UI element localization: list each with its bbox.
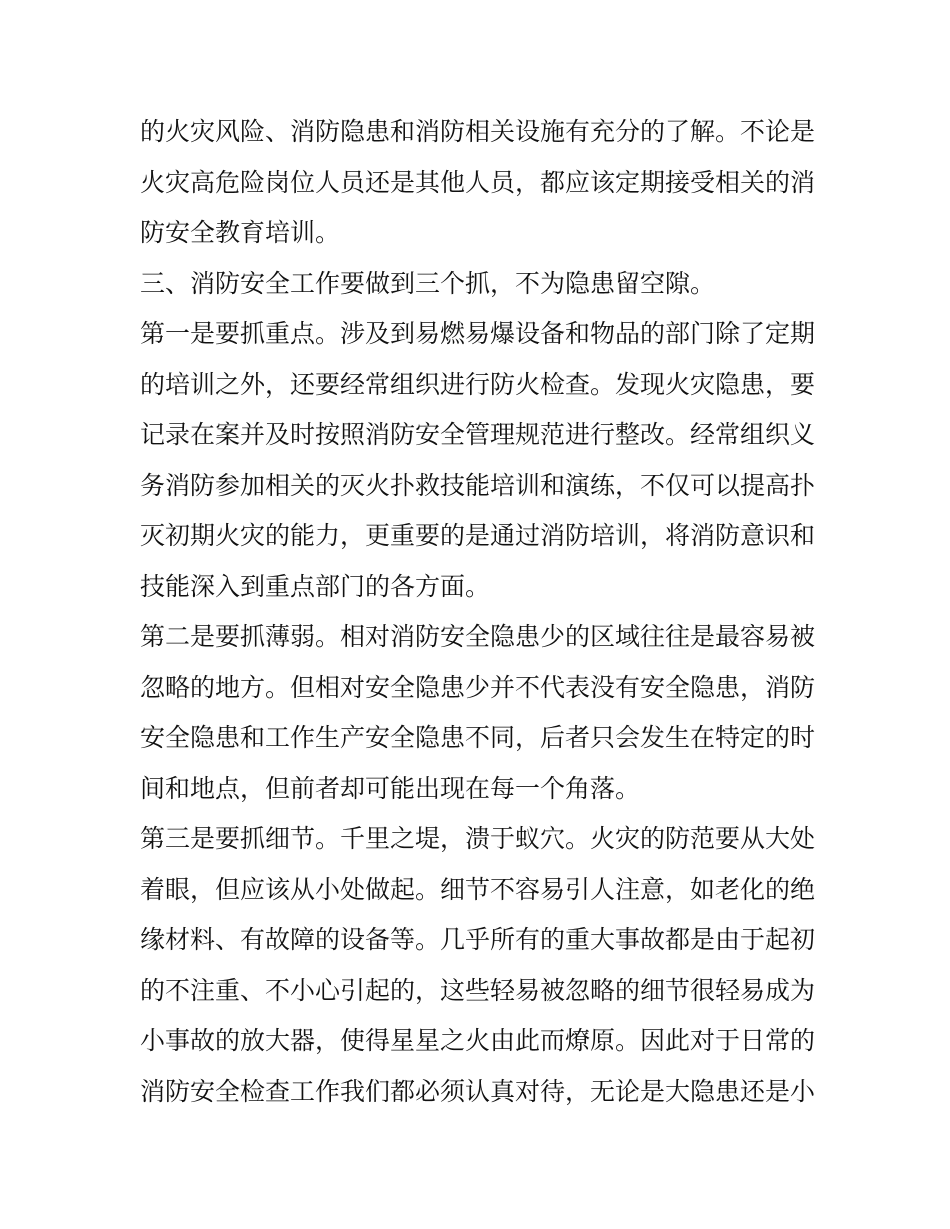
text-line-18: 的不注重、不小心引起的，这些轻易被忽略的细节很轻易成为 <box>140 975 816 1005</box>
text-line-6: 的培训之外，还要经常组织进行防火检查。发现火灾隐患，要 <box>140 369 816 399</box>
text-line-13: 安全隐患和工作生产安全隐患不同，后者只会发生在特定的时 <box>140 723 816 752</box>
text-line-5: 第一是要抓重点。涉及到易燃易爆设备和物品的部门除了定期 <box>140 319 816 348</box>
text-line-14: 间和地点，但前者却可能出现在每一个角落。 <box>140 773 641 803</box>
text-line-7: 记录在案并及时按照消防安全管理规范进行整改。经常组织义 <box>140 420 816 449</box>
text-line-3: 防安全教育培训。 <box>140 218 341 247</box>
text-line-16: 着眼，但应该从小处做起。细节不容易引人注意，如老化的绝 <box>140 874 816 904</box>
document-body <box>140 107 815 1117</box>
section-heading-3: 三、消防安全工作要做到三个抓，不为隐患留空隙。 <box>140 268 716 298</box>
text-line-17: 缘材料、有故障的设备等。几乎所有的重大事故都是由于起初 <box>140 925 816 954</box>
text-line-2: 火灾高危险岗位人员还是其他人员，都应该定期接受相关的消 <box>140 167 816 197</box>
text-line-10: 技能深入到重点部门的各方面。 <box>140 571 491 601</box>
text-line-12: 忽略的地方。但相对安全隐患少并不代表没有安全隐患，消防 <box>140 672 816 702</box>
text-line-19: 小事故的放大器，使得星星之火由此而燎原。因此对于日常的 <box>140 1026 816 1055</box>
text-line-20: 消防安全检查工作我们都必须认真对待，无论是大隐患还是小 <box>140 1076 816 1106</box>
text-line-9: 灭初期火灾的能力，更重要的是通过消防培训，将消防意识和 <box>140 521 816 550</box>
text-line-11: 第二是要抓薄弱。相对消防安全隐患少的区域往往是最容易被 <box>140 622 816 651</box>
text-line-1: 的火灾风险、消防隐患和消防相关设施有充分的了解。不论是 <box>140 117 816 146</box>
text-line-8: 务消防参加相关的灭火扑救技能培训和演练，不仅可以提高扑 <box>140 470 816 500</box>
text-line-15: 第三是要抓细节。千里之堤，溃于蚁穴。火灾的防范要从大处 <box>140 824 816 853</box>
